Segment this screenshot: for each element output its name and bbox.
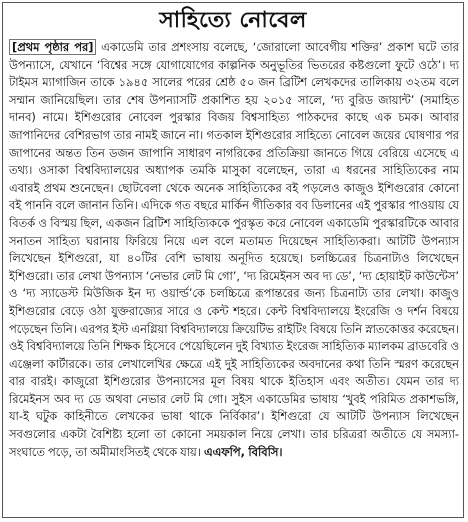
news-clipping	[2, 2, 464, 518]
article-text: একাডেমি তার প্রশংসায় বলেছে, ‘জোরালো আবেগীয় শক্তির’ প্রকাশ ঘটে তার উপন্যাসে, যেখানে ‘বিশ্বের সঙ্গে যোগাযোগের কাল্পনিক অনুভূতির ভিতরের কষ্টগুলো ফুটে ওঠে’। দ্য টাইমস ম্যাগাজিন তাকে ১৯৪৫ সালের পরের শ্রেষ্ঠ ৫০ জন ব্রিটিশ লেখকদের তালিকায় ৩২তম বলে সম্মান জানিয়েছিল। তার শেষ উপন্যাসটি প্রকাশিত হয় ২০১৫ সালে, ‘দ্য বুরিড জায়ান্ট’ (সমাহিত দানব) নামে। ইশিগুরোর নোবেল পুরস্কার বিজয় বিশ্বসাহিত্য পাঠকদের কাছে এক চমক। আবার জাপানিদের বেশিরভাগ তার নামই জানে না। গতকাল ইশিগুরোর সাহিত্যে নোবেল জয়ের ঘোষণার পর জাপানের অন্তত তিন ডজন জাপানি সাধারণ নাগরিকের প্রতিক্রিয়া জানতে গিয়ে বেরিয়ে এসেছে এ তথ্য। ওসাকা বিশ্ববিদ্যালয়ের অধ্যাপক তমকি মাসুকা বলেছেন, তারা এ ধরনের সাহিত্যিকের নাম এবারই প্রথম শুনেছেন। ছোটবেলা থেকে অনেক সাহিত্যিকের বই পড়লেও কাজুও ইশিগুরোর কোনো বই পাননি বলে জানান তিনি। এদিকে গত বছরে মার্কিন গীতিকার বব ডিলানের এই পুরস্কার পাওয়ায় যে বিতর্ক ও বিস্ময় ছিল, একজন ব্রিটিশ সাহিত্যিককে পুরস্কৃত করে নোবেল একাডেমি পুরস্কারটিকে আবার সনাতন সাহিত্য ঘরানায় ফিরিয়ে নিয়ে এল বলে মতামত দিয়েছেন সাহিত্যিকরা। আটটি উপন্যাস লিখেছেন ইশিগুরো, যা ৪০টির বেশি ভাষায় অনূদিত হয়েছে। চলচ্চিত্রের চিত্রনাট্যও লিখেছেন ইশিগুরো। তার লেখা উপন্যাস ‘নেভার লেট মি গো’, ‘দ্য রিমেইনস অব দ্য ডে’, ‘দ্য হোয়াইট কাউন্টেস’ ও ‘দ্য স্যাডেস্ট মিউজিক ইন দ্য ওয়ার্ল্ড’কে চলচ্চিত্রে রূপান্তরের জন্য চিত্রনাট্য তার লেখা। কাজুও ইশিগুরোর বেড়ে ওঠা যুক্তরাজ্যের সারে ও কেন্ট শহরে। কেন্ট বিশ্ববিদ্যালয়ে ইংরেজি ও দর্শন বিষয়ে পড়েছেন তিনি। এরপর ইস্ট এনগ্লিয়া বিশ্ববিদ্যালয়ে ক্রিয়েটিভ রাইটিং বিষয়ে তিনি স্নাতকোত্তর করেছেন। ওই বিশ্ববিদ্যালয়ে তিনি শিক্ষক হিসেবে পেয়েছিলেন দুই বিখ্যাত ইংরেজ সাহিত্যিক ম্যালকম ব্রাডবেরি ও এঞ্জেলা কার্টারকে। তার লেখালেখির ক্ষেত্রে এই দুই সাহিত্যিকের অবদানের কথা তিনি স্মরণ করেছেন বার বারই। কাজুরো ইশিগুরোর উপন্যাসের মূল বিষয় থাকে ইতিহাস এবং অতীত। যেমন তার দ্য রিমেইনস অব দ্য ডে অথবা নেভার লেট মি গো। সুইস একাডেমির ভাষায় ‘খুবই পরিমিত প্রকাশভঙ্গি, যা-ই ঘটুক কাহিনীতে লেখকের ভাষা থাকে নির্বিকার’। ইশিগুরো যে আটটি উপন্যাস লিখেছেন সবগুলোর একটা বৈশিষ্ট্য হলো তা কোনো সময়কাল নিয়ে লেখা। তার চরিত্ররা অতীতে যে সমস্যা-সংঘাতে পড়ে, তা অমীমাংসিতই থেকে যায়।	[9, 40, 459, 459]
credit-line: এএফপি, বিবিসি।	[203, 444, 283, 459]
continued-label: [প্রথম পৃষ্ঠার পর]	[9, 39, 96, 55]
article-body	[9, 39, 459, 461]
headline: সাহিত্যে নোবেল	[159, 8, 307, 33]
